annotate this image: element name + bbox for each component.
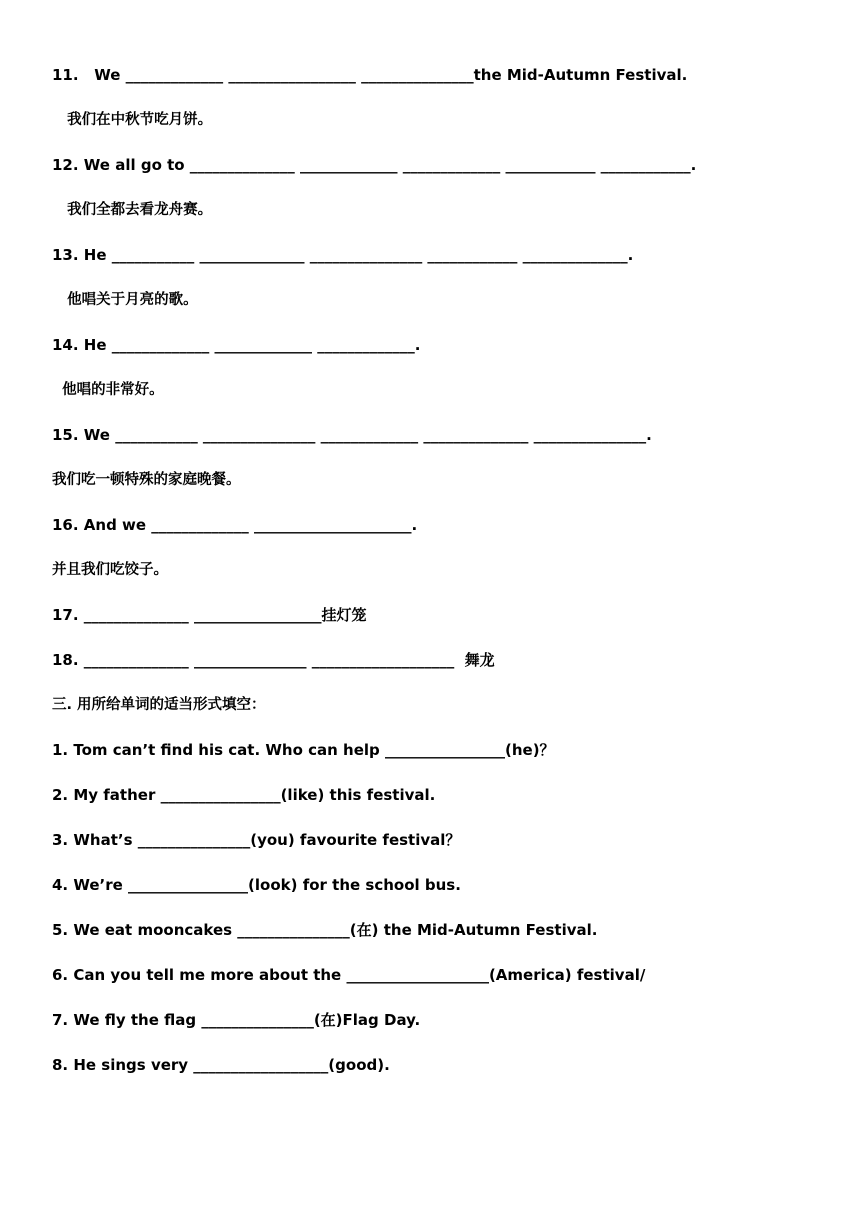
fill-in-7: 7. We fly the flag _______________(在)Flag Day. (52, 1011, 421, 1029)
question-16: 16. And we _____________ _____________________. (52, 516, 418, 534)
question-12: 12. We all go to ______________ _____________ _____________ ____________ ____________. (52, 156, 697, 174)
question-14-translation: 他唱的非常好。 (52, 382, 164, 398)
fill-in-6: 6. Can you tell me more about the ___________________(America) festival/ (52, 966, 646, 984)
fill-in-1: 1. Tom can’t find his cat. Who can help ________________(he)？ (52, 741, 555, 759)
fill-in-5: 5. We eat mooncakes _______________(在) the Mid-Autumn Festival. (52, 921, 598, 939)
fill-in-2: 2. My father ________________(like) this festival. (52, 786, 436, 804)
fill-in-3: 3. What’s _______________(you) favourite festival？ (52, 831, 461, 849)
question-15: 15. We ___________ _______________ _____________ ______________ _______________. (52, 426, 652, 444)
question-12-translation: 我们全都去看龙舟赛。 (52, 202, 213, 218)
fill-in-4: 4. We’re ________________(look) for the school bus. (52, 876, 461, 894)
question-11-translation: 我们在中秋节吃月饼。 (52, 112, 213, 128)
question-14: 14. He _____________ _____________ _____________. (52, 336, 421, 354)
question-13-translation: 他唱关于月亮的歌。 (52, 292, 198, 308)
question-11: 11. We _____________ _________________ _______________the Mid-Autumn Festival. (52, 66, 688, 84)
question-18: 18. ______________ _______________ ___________________ 舞龙 (52, 651, 495, 669)
question-16-translation: 并且我们吃饺子。 (52, 562, 168, 578)
question-13: 13. He ___________ ______________ _______________ ____________ ______________. (52, 246, 634, 264)
question-15-translation: 我们吃一顿特殊的家庭晚餐。 (52, 472, 241, 488)
question-17: 17. ______________ _________________挂灯笼 (52, 606, 367, 624)
fill-in-8: 8. He sings very __________________(good). (52, 1056, 390, 1074)
section-3-heading: 三. 用所给单词的适当形式填空： (52, 697, 266, 713)
